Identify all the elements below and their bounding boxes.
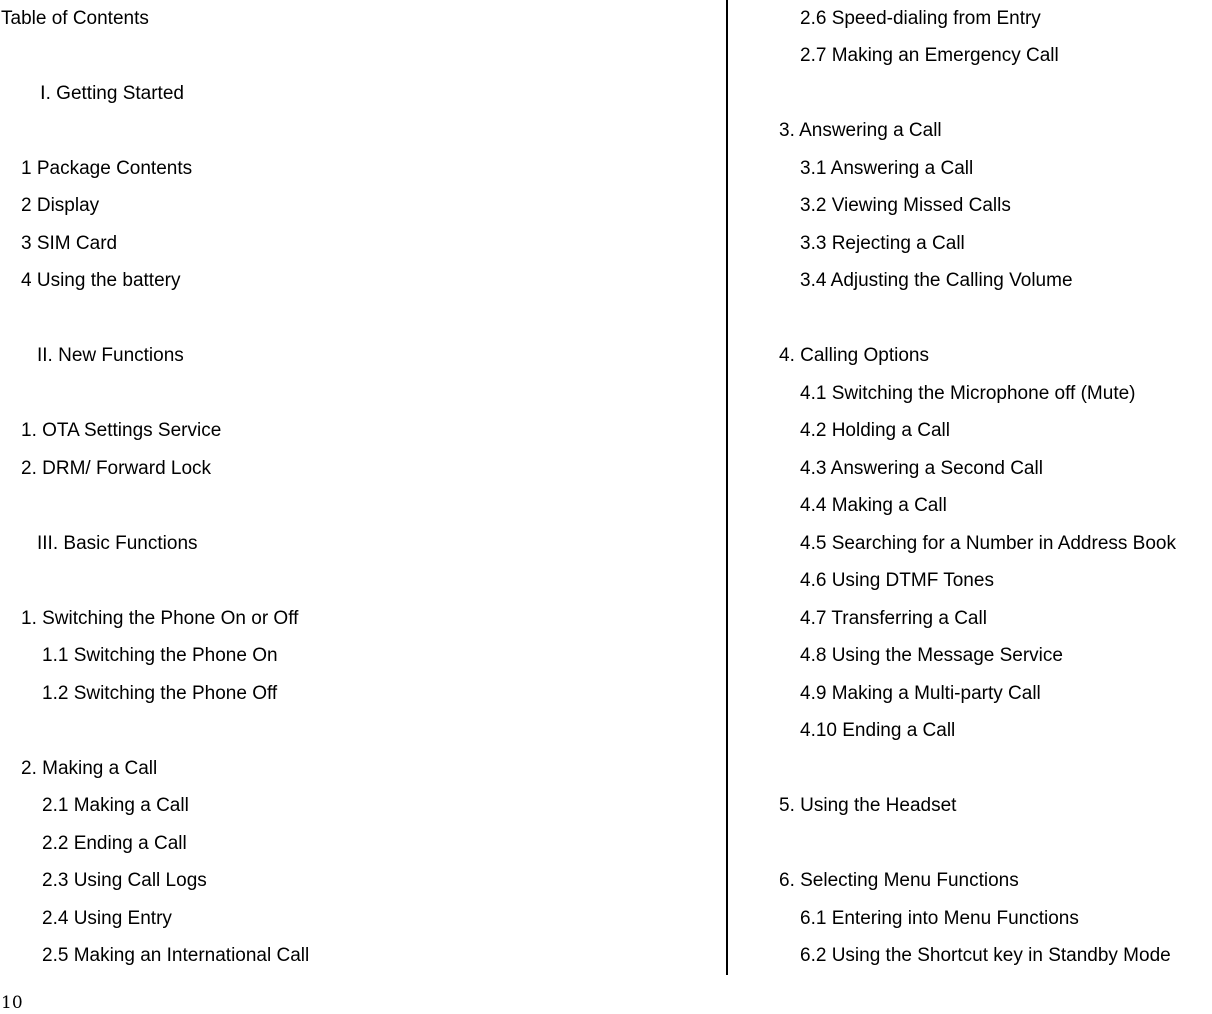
toc-entry: 3.1 Answering a Call xyxy=(800,158,974,179)
toc-entry: 4.8 Using the Message Service xyxy=(800,645,1063,666)
page-number: 10 xyxy=(1,993,23,1013)
toc-entry: 6.2 Using the Shortcut key in Standby Mode xyxy=(800,945,1171,966)
toc-entry: 2.2 Ending a Call xyxy=(42,833,187,854)
toc-entry: 4.9 Making a Multi-party Call xyxy=(800,683,1041,704)
toc-chapter-title: 1. Switching the Phone On or Off xyxy=(21,608,299,629)
column-divider xyxy=(726,0,728,975)
toc-entry: 4.3 Answering a Second Call xyxy=(800,458,1043,479)
toc-entry: 4.6 Using DTMF Tones xyxy=(800,570,994,591)
toc-chapter-title: 3. Answering a Call xyxy=(779,120,942,141)
toc-entry: 3 SIM Card xyxy=(21,233,118,254)
toc-entry: 2.1 Making a Call xyxy=(42,795,189,816)
toc-entry: 4.4 Making a Call xyxy=(800,495,947,516)
toc-entry: 1. OTA Settings Service xyxy=(21,420,222,441)
section-heading-basic-functions: III. Basic Functions xyxy=(37,533,198,554)
toc-entry: 3.3 Rejecting a Call xyxy=(800,233,965,254)
toc-entry: 4.2 Holding a Call xyxy=(800,420,950,441)
toc-entry: 2.4 Using Entry xyxy=(42,908,172,929)
toc-entry: 4.1 Switching the Microphone off (Mute) xyxy=(800,383,1136,404)
toc-entry: 4 Using the battery xyxy=(21,270,181,291)
toc-entry: 2.6 Speed-dialing from Entry xyxy=(800,8,1041,29)
toc-entry: 2. DRM/ Forward Lock xyxy=(21,458,212,479)
toc-entry: 3.4 Adjusting the Calling Volume xyxy=(800,270,1073,291)
section-heading-getting-started: Ⅰ. Getting Started xyxy=(40,83,184,104)
toc-entry: 6.1 Entering into Menu Functions xyxy=(800,908,1079,929)
toc-chapter-title: 4. Calling Options xyxy=(779,345,929,366)
toc-chapter-title: 5. Using the Headset xyxy=(779,795,957,816)
toc-entry: 2 Display xyxy=(21,195,100,216)
toc-entry: 2.3 Using Call Logs xyxy=(42,870,207,891)
toc-entry: 1.2 Switching the Phone Off xyxy=(42,683,278,704)
section-heading-new-functions: II. New Functions xyxy=(37,345,184,366)
toc-entry: 3.2 Viewing Missed Calls xyxy=(800,195,1011,216)
toc-entry: 2.7 Making an Emergency Call xyxy=(800,45,1059,66)
toc-chapter-title: 6. Selecting Menu Functions xyxy=(779,870,1019,891)
toc-entry: 4.5 Searching for a Number in Address Book xyxy=(800,533,1176,554)
toc-entry: 4.10 Ending a Call xyxy=(800,720,956,741)
toc-entry: 1 Package Contents xyxy=(21,158,193,179)
toc-title: Table of Contents xyxy=(1,8,149,29)
toc-entry: 1.1 Switching the Phone On xyxy=(42,645,278,666)
toc-entry: 4.7 Transferring a Call xyxy=(800,608,987,629)
toc-entry: 2.5 Making an International Call xyxy=(42,945,310,966)
toc-chapter-title: 2. Making a Call xyxy=(21,758,158,779)
